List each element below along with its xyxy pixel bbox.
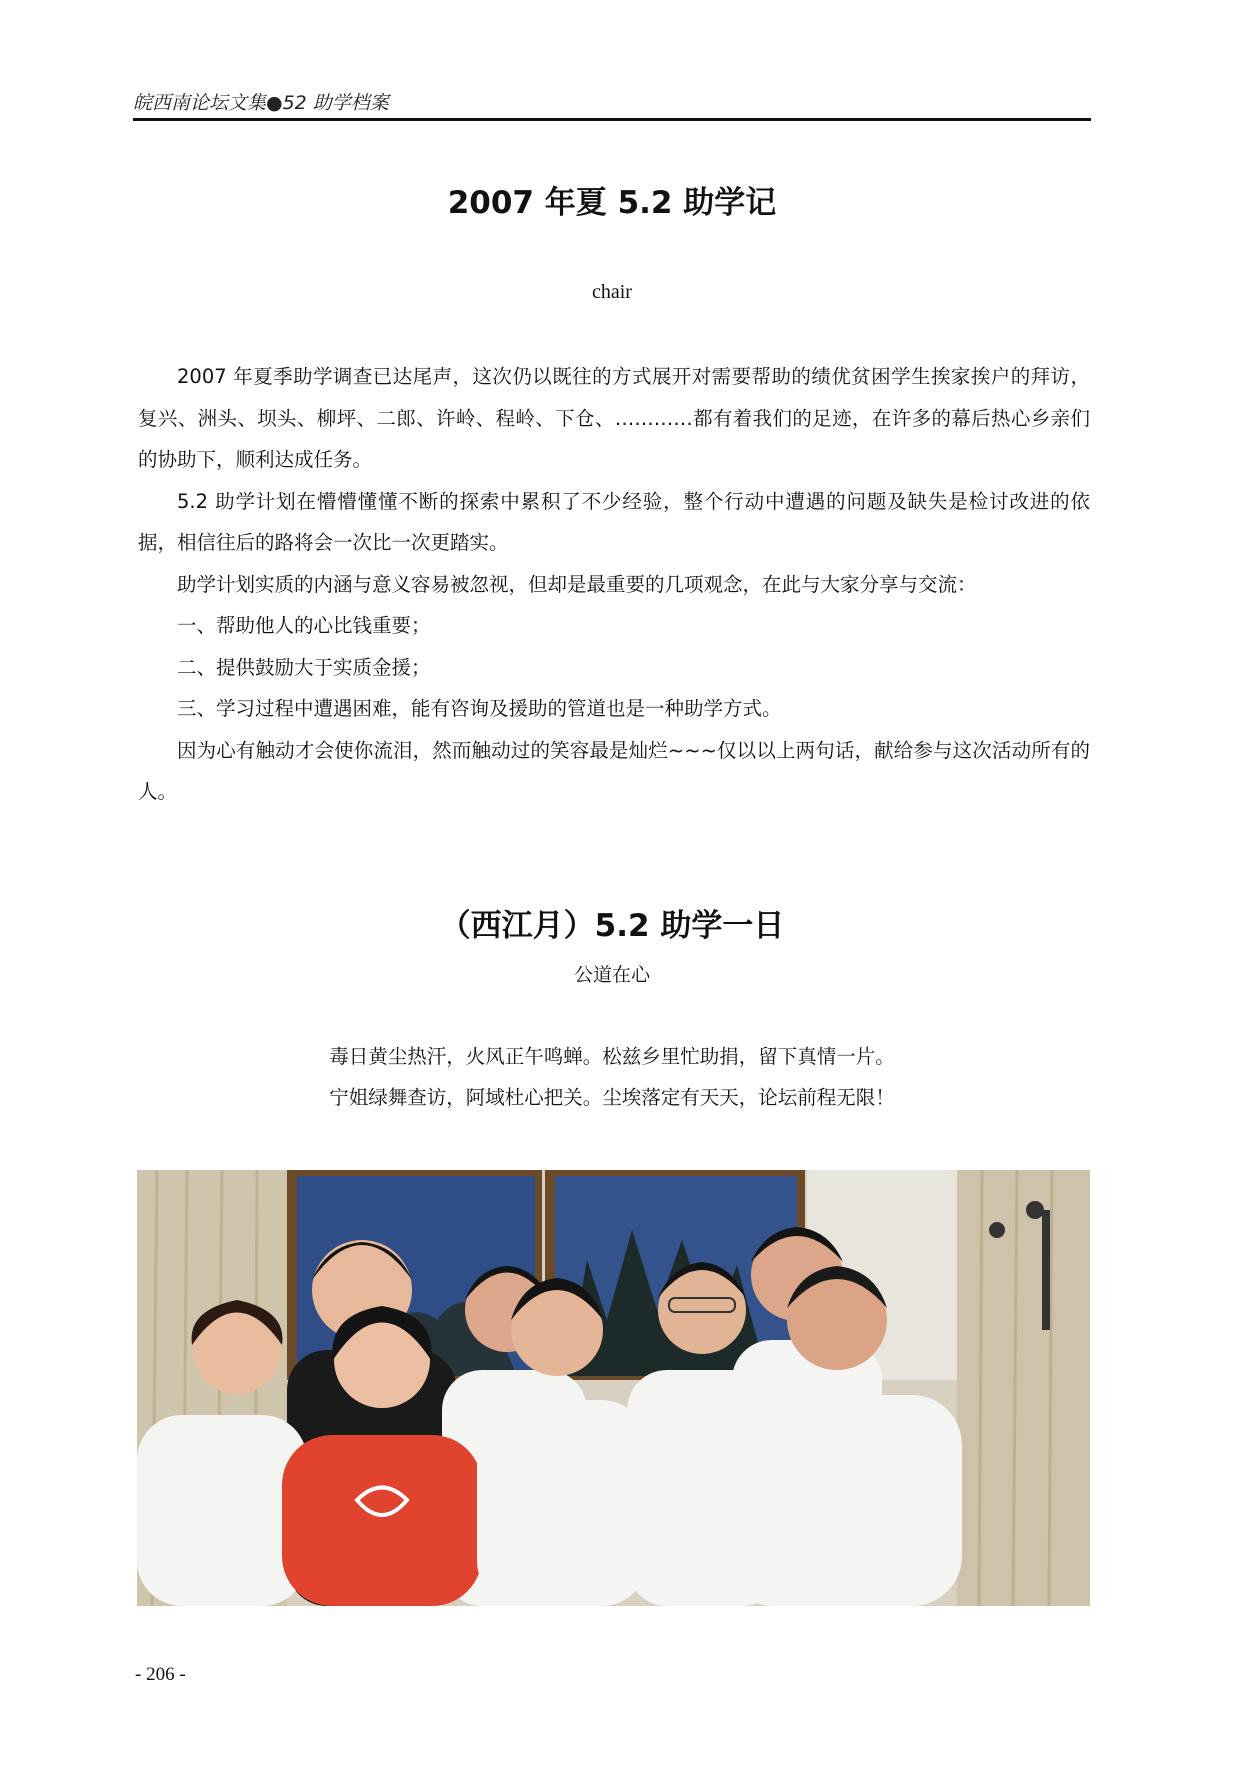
article-body [138,356,1090,813]
running-header [133,88,1091,121]
article-title: 2007 年夏 5.2 助学记 [447,185,777,221]
curtain-right [957,1170,1090,1606]
page-number: - 206 - [135,1664,186,1685]
paragraph: 因为心有触动才会使你流泪，然而触动过的笑容最是灿烂~~~仅以以上两句话，献给参与这次活动所有的人。 [138,738,1090,803]
paragraph: 助学计划实质的内涵与意义容易被忽视，但却是最重要的几项观念，在此与大家分享与交流： [177,572,977,596]
list-item: 二、提供鼓励大于实质金援； [177,655,431,679]
group-photo-illustration [137,1170,1090,1606]
poem-author: 公道在心 [573,964,650,986]
running-title: 皖西南论坛文集●52 助学档案 [133,92,389,114]
paragraph: 5.2 助学计划在懵懵懂懂不断的探索中累积了不少经验，整个行动中遭遇的问题及缺失是检讨改进的依据，相信往后的路将会一次比一次更踏实。 [138,489,1090,554]
group-photo [137,1170,1090,1606]
list-item: 三、学习过程中遭遇困难，能有咨询及援助的管道也是一种助学方式。 [177,697,782,720]
poem-line: 毒日黄尘热汗，火风正午鸣蝉。松兹乡里忙助捐，留下真情一片。 [329,1045,895,1068]
article-author: chair [592,281,632,303]
poem-title: （西江月）5.2 助学一日 [439,908,785,944]
poem-body [133,1036,1091,1118]
paragraph: 2007 年夏季助学调查已达尾声，这次仍以既往的方式展开对需要帮助的绩优贫困学生挨家挨户的拜访，复兴、洲头、坝头、柳坪、二郎、许岭、程岭、下仓、…………都有着我们的足迹，在许多的幕后热心乡亲们的协助下，顺利达成任务。 [138,365,1090,471]
list-item: 一、帮助他人的心比钱重要； [177,614,431,637]
poem-line: 宁姐绿舞查访，阿域杜心把关。尘埃落定有天天，论坛前程无限！ [329,1086,895,1109]
